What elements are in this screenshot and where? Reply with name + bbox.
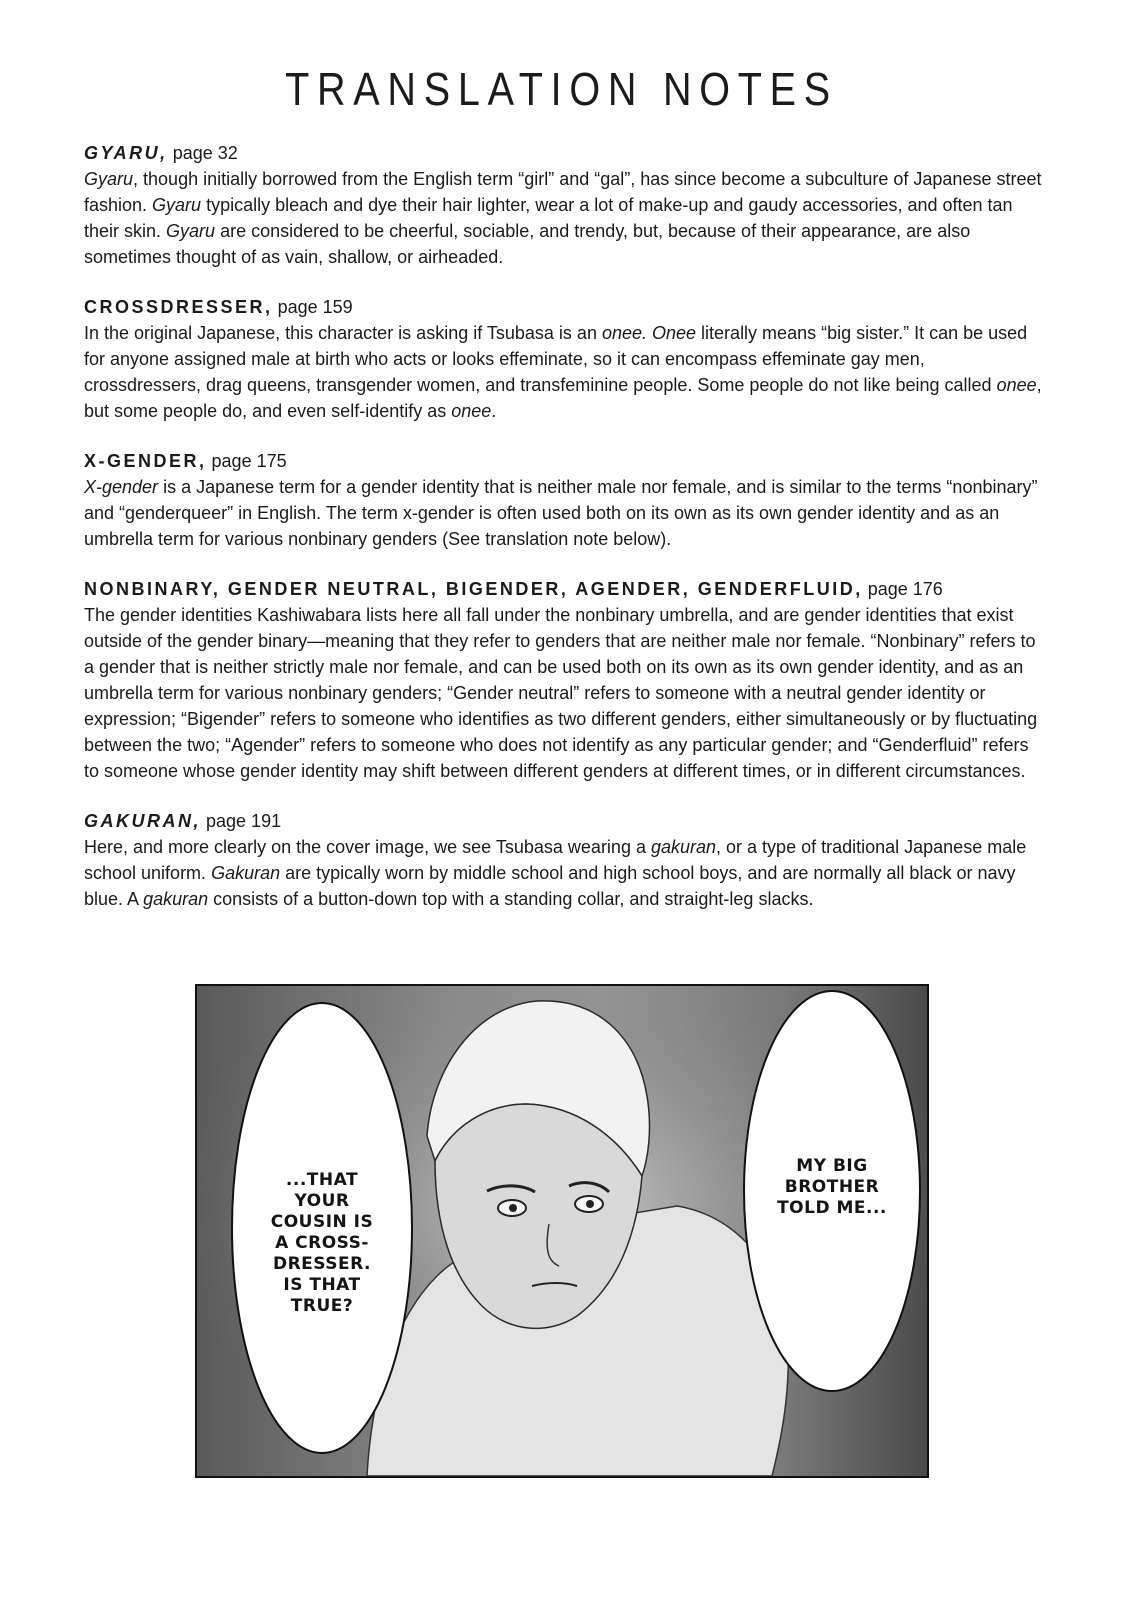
speech-line: TOLD ME... [777,1198,887,1218]
note-page-ref: page 159 [277,297,353,317]
speech-line: DRESSER. [272,1254,371,1274]
speech-line: COUSIN IS [270,1212,374,1232]
note-page-ref: page 32 [172,143,238,163]
italic-term: onee [996,375,1037,395]
note-term: CROSSDRESSER, [84,297,273,317]
note-page-ref: page 191 [206,811,282,831]
note-body: In the original Japanese, this character is asking if Tsubasa is an onee. Onee literally means “big sister.” It can be used for anyone assigned male at birth who acts or looks effeminate, so it can encompass effeminate gay men, crossdressers, drag queens, transgender women, and transfeminine people. Some people do not like being called onee, but some people do, and even self-identify as onee. [84,323,1042,421]
speech-text-right [747,1156,917,1219]
note-term: GYARU, [84,143,168,163]
italic-term: Gakuran [211,863,281,883]
italic-term: gakuran [143,889,209,909]
note-heading [84,294,1044,320]
note-crossdresser [84,294,1044,424]
note-body: The gender identities Kashiwabara lists here all fall under the nonbinary umbrella, and are gender identities that exist outside of the gender binary—meaning that they refer to genders that are neither male nor female. “Nonbinary” refers to a gender that is neither strictly male nor female, and can be used both on its own as its own gender identity, and as an umbrella term for various nonbinary genders; “Gender neutral” refers to someone with a neutral gender identity or expression; “Bigender” refers to someone who identifies as two different genders, either simultaneously or by fluctuating between the two; “Agender” refers to someone who does not identify as any particular gender; and “Genderfluid” refers to someone whose gender identity may shift between different genders at different times, or in different circumstances. [84,605,1038,781]
note-term: NONBINARY, GENDER NEUTRAL, BIGENDER, AGENDER, GENDERFLUID, [84,579,863,599]
speech-line: ...THAT [285,1170,359,1190]
speech-line: BROTHER [784,1177,880,1197]
note-term: X-GENDER, [84,451,207,471]
note-nonbinary [84,576,1044,784]
speech-line: MY BIG [796,1156,868,1176]
note-page-ref: page 175 [211,451,287,471]
note-term: GAKURAN, [84,811,201,831]
note-body: Gyaru, though initially borrowed from the English term “girl” and “gal”, has since become a subculture of Japanese street fashion. Gyaru typically bleach and dye their hair lighter, wear a lot of make-up and gaudy accessories, and often tan their skin. Gyaru are considered to be cheerful, sociable, and trendy, but, because of their appearance, are also sometimes thought of as vain, shallow, or airheaded. [84,169,1042,267]
speech-text-left [237,1170,407,1317]
italic-term: Gyaru [166,221,216,241]
italic-term: Gyaru [152,195,202,215]
italic-term: onee. Onee [601,323,697,343]
translation-notes-list [84,140,1044,936]
speech-line: IS THAT [283,1275,361,1295]
italic-term: onee [451,401,492,421]
note-page-ref: page 176 [867,579,943,599]
page-title: TRANSLATION NOTES [285,63,838,115]
italic-term: gakuran [650,837,717,857]
note-body: Here, and more clearly on the cover image, we see Tsubasa wearing a gakuran, or a type of traditional Japanese male school uniform. Gakuran are typically worn by middle school and high school boys, and are normally all black or navy blue. A gakuran consists of a button-down top with a standing collar, and straight-leg slacks. [84,837,1027,909]
note-heading [84,576,1044,602]
note-x-gender [84,448,1044,552]
note-gakuran [84,808,1044,912]
note-body: X-gender is a Japanese term for a gender identity that is neither male nor female, and is similar to the terms “nonbinary” and “genderqueer” in English. The term x-gender is often used both on its own as its own gender identity and as an umbrella term for various nonbinary genders (See translation note below). [84,477,1038,549]
note-heading [84,808,1044,834]
note-heading [84,140,1044,166]
speech-line: YOUR [294,1191,350,1211]
note-heading [84,448,1044,474]
speech-line: TRUE? [290,1296,354,1316]
manga-panel [195,984,929,1478]
note-gyaru [84,140,1044,270]
italic-term: X-gender [84,477,159,497]
speech-line: A CROSS- [275,1233,369,1253]
italic-term: Gyaru [84,169,134,189]
